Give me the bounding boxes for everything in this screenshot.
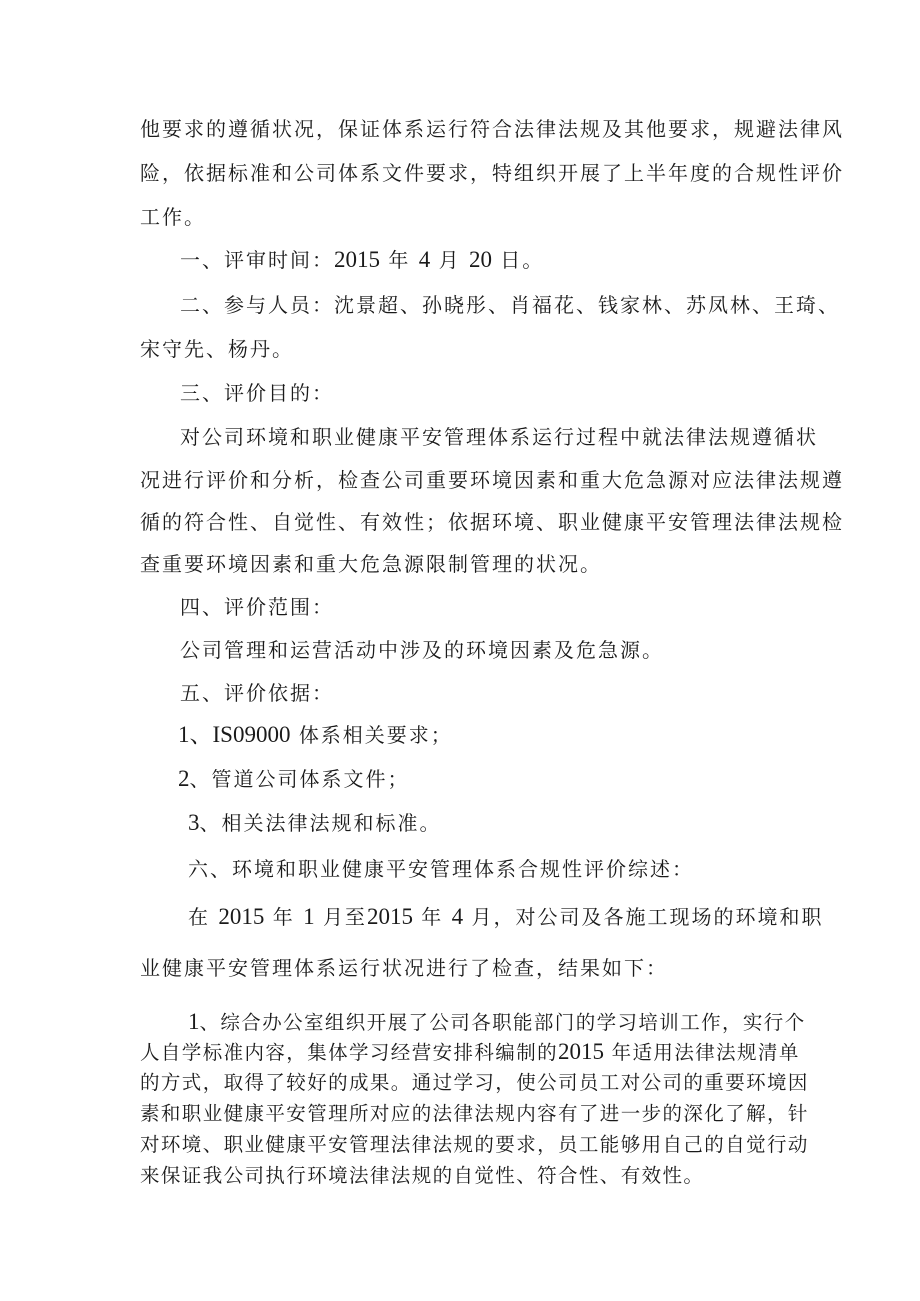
section-1-month-unit: 月 <box>438 248 461 272</box>
section-6-item-1-line-5: 对环境、职业健康平安管理法律法规的要求，员工能够用自己的自觉行动 <box>140 1133 809 1156</box>
section-2-line-1: 二、参与人员：沈景超、孙晓彤、肖福花、钱家林、苏凤林、王琦、 <box>180 293 840 317</box>
section-5-heading: 五、评价依据： <box>180 681 334 705</box>
section-5-item-1-number: 1、IS09000 <box>178 722 291 747</box>
section-1-day-unit: 日。 <box>500 248 545 272</box>
section-1-day: 20 <box>468 247 492 272</box>
section-6-p1-text-d: 年 <box>421 905 444 929</box>
section-1-review-time <box>180 247 544 273</box>
intro-line-2: 险，依据标准和公司体系文件要求，特组织开展了上半年度的合规性评价 <box>140 161 844 185</box>
section-5-item-1 <box>178 722 453 748</box>
section-6-p1-text-b: 年 <box>272 905 295 929</box>
section-6-p1-month-2: 4 <box>451 904 464 929</box>
section-5-item-2 <box>178 766 410 792</box>
section-3-line-4: 查重要环境因素和重大危急源限制管理的状况。 <box>140 552 602 576</box>
section-1-year: 2015 <box>334 247 380 272</box>
intro-line-3: 工作。 <box>140 205 206 229</box>
section-1-month: 4 <box>418 247 431 272</box>
section-2-line-2: 宋守先、杨丹。 <box>140 337 294 361</box>
section-3-line-2: 况进行评价和分析，检查公司重要环境因素和重大危急源对应法律法规遵 <box>140 468 844 492</box>
section-6-item-1-line-1 <box>188 1009 806 1036</box>
section-1-year-unit: 年 <box>388 248 411 272</box>
section-6-heading: 六、环境和职业健康平安管理体系合规性评价综述： <box>188 857 694 881</box>
section-5-item-2-text: 、管道公司体系文件； <box>189 767 410 791</box>
section-3-heading: 三、评价目的： <box>180 381 334 405</box>
section-5-item-3-text: 、相关法律法规和标准。 <box>199 811 442 835</box>
section-6-p1-text-c: 月至 <box>322 905 367 929</box>
intro-line-1: 他要求的遵循状况，保证体系运行符合法律法规及其他要求，规避法律风 <box>140 117 844 141</box>
section-6-item-1-line-2 <box>140 1039 800 1066</box>
section-6-item-1-line-6: 来保证我公司执行环境法律法规的自觉性、符合性、有效性。 <box>140 1164 705 1187</box>
section-6-paragraph-1-line-1 <box>188 904 824 930</box>
section-5-item-1-text: 体系相关要求； <box>298 723 453 747</box>
section-6-item-1-text-2b: 年适用法律法规清单 <box>611 1041 800 1064</box>
section-4-heading: 四、评价范围： <box>180 595 334 619</box>
section-6-paragraph-1-line-2: 业健康平安管理体系运行状况进行了检查，结果如下： <box>140 956 668 980</box>
section-6-p1-year-2: 2015 <box>366 904 413 929</box>
section-6-item-1-text-2a: 人自学标准内容，集体学习经营安排科编制的 <box>140 1041 559 1064</box>
section-6-item-1-year: 2015 <box>558 1039 605 1064</box>
section-6-item-1-line-3: 的方式，取得了较好的成果。通过学习，使公司员工对公司的重要环境因 <box>140 1071 809 1094</box>
section-6-item-1-text-1: 、综合办公室组织开展了公司各职能部门的学习培训工作，实行个 <box>199 1011 806 1034</box>
section-6-p1-text-a: 在 <box>188 905 210 929</box>
section-4-body: 公司管理和运营活动中涉及的环境因素及危急源。 <box>180 638 664 662</box>
section-3-line-3: 循的符合性、自觉性、有效性；依据环境、职业健康平安管理法律法规检 <box>140 510 844 534</box>
section-6-p1-text-e: 月，对公司及各施工现场的环境和职 <box>471 905 824 929</box>
section-6-item-1-number: 1 <box>188 1009 200 1034</box>
section-6-item-1-line-4: 素和职业健康平安管理所对应的法律法规内容有了进一步的深化了解，针 <box>140 1102 809 1125</box>
section-6-p1-month-1: 1 <box>303 904 315 929</box>
section-1-label: 一、评审时间： <box>180 248 334 272</box>
section-6-p1-year-1: 2015 <box>218 904 265 929</box>
section-3-line-1: 对公司环境和职业健康平安管理体系运行过程中就法律法规遵循状 <box>180 425 818 449</box>
section-5-item-2-number: 2 <box>178 766 190 791</box>
section-5-item-3 <box>188 810 442 836</box>
section-5-item-3-number: 3 <box>188 810 200 835</box>
